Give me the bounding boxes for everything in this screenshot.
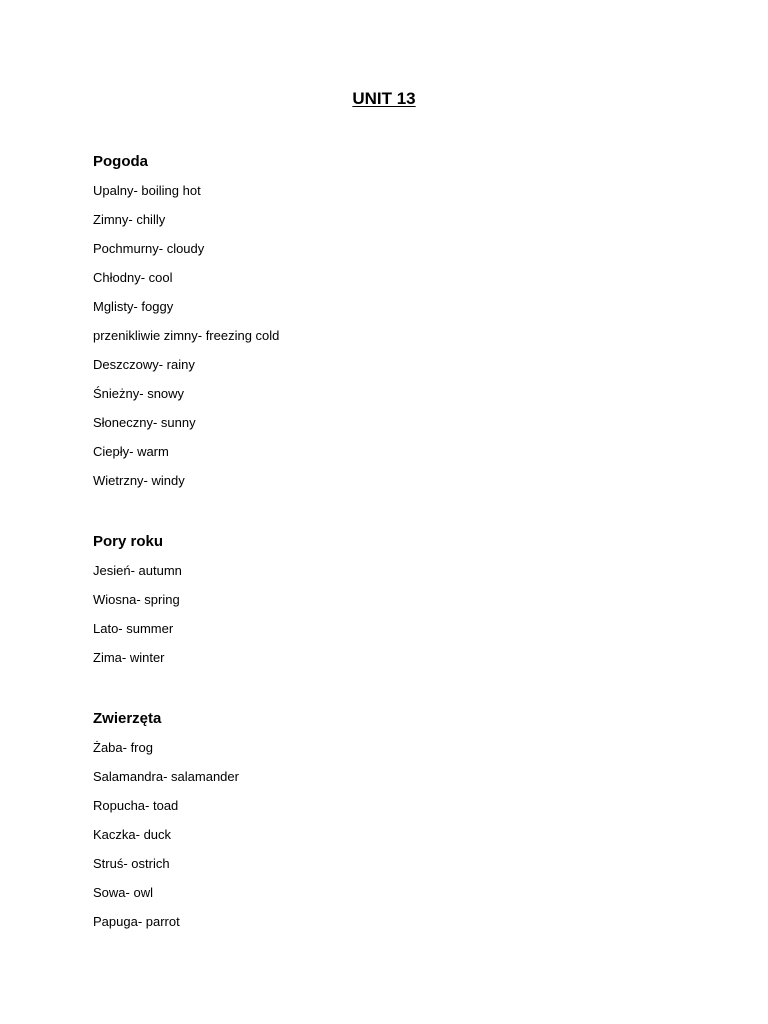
vocabulary-entry: Wiosna- spring [93,592,180,607]
page-title-text: UNIT 13 [352,89,416,108]
vocabulary-entry: Lato- summer [93,621,174,636]
vocabulary-entry: Jesień- autumn [93,563,182,578]
vocabulary-entry: Ropucha- toad [93,798,179,813]
vocabulary-entry: Zima- winter [93,650,165,665]
vocabulary-entry: Zimny- chilly [93,212,166,227]
vocabulary-entry: Ciepły- warm [93,444,169,459]
section-heading: Pogoda [93,153,148,170]
vocabulary-entry: Żaba- frog [93,740,153,755]
vocabulary-entry: Mglisty- foggy [93,299,174,314]
vocabulary-list [93,562,693,667]
vocabulary-entry: Deszczowy- rainy [93,357,195,372]
vocabulary-entry: Chłodny- cool [93,270,173,285]
vocabulary-entry: Upalny- boiling hot [93,183,201,198]
section-heading: Zwierzęta [93,710,162,727]
vocabulary-list [93,182,693,490]
section-animals [93,709,693,942]
vocabulary-entry: Pochmurny- cloudy [93,241,205,256]
section-seasons [93,532,693,678]
vocabulary-entry: Śnieżny- snowy [93,386,185,401]
page-title [0,88,768,110]
vocabulary-entry: Papuga- parrot [93,914,180,929]
section-heading: Pory roku [93,533,164,550]
section-weather [93,152,693,501]
vocabulary-entry: Struś- ostrich [93,856,170,871]
vocabulary-entry: przenikliwie zimny- freezing cold [93,328,280,343]
vocabulary-entry: Salamandra- salamander [93,769,239,784]
vocabulary-list [93,739,693,931]
vocabulary-entry: Słoneczny- sunny [93,415,196,430]
vocabulary-entry: Kaczka- duck [93,827,172,842]
vocabulary-entry: Wietrzny- windy [93,473,185,488]
vocabulary-entry: Sowa- owl [93,885,153,900]
